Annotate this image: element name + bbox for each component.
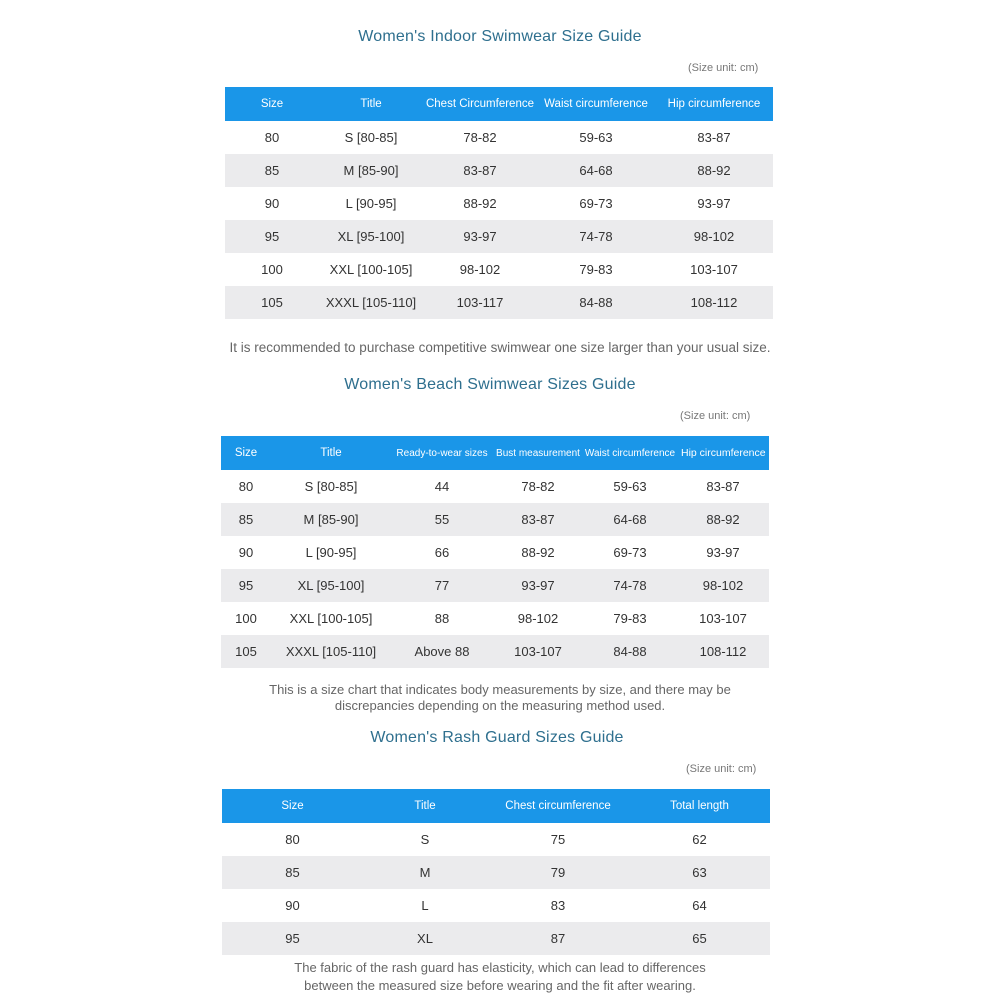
column-header: Title (319, 87, 423, 121)
table-cell: 80 (222, 823, 363, 856)
table-cell: 88-92 (655, 154, 773, 187)
table-cell: 83-87 (655, 121, 773, 154)
table-cell: 98-102 (493, 602, 583, 635)
rash-title: Women's Rash Guard Sizes Guide (370, 729, 624, 746)
table-cell: 69-73 (583, 536, 677, 569)
table-row (222, 823, 770, 856)
table-cell: 103-117 (423, 286, 537, 319)
table-cell: 79-83 (583, 602, 677, 635)
table-cell: Above 88 (391, 635, 493, 668)
table-row (225, 286, 773, 319)
table-cell: 64 (629, 889, 770, 922)
table-cell: XXL [100-105] (319, 253, 423, 286)
table-cell: 85 (225, 154, 319, 187)
table-row (221, 602, 769, 635)
table-cell: 79 (487, 856, 629, 889)
table-cell: 88 (391, 602, 493, 635)
table-cell: L [90-95] (271, 536, 391, 569)
table-cell: L (363, 889, 487, 922)
column-header: Hip circumference (677, 436, 769, 470)
table-cell: S (363, 823, 487, 856)
table-cell: 83-87 (677, 470, 769, 503)
table-cell: 100 (225, 253, 319, 286)
table-cell: 88-92 (423, 187, 537, 220)
table-cell: 79-83 (537, 253, 655, 286)
column-header: Hip circumference (655, 87, 773, 121)
table-cell: 84-88 (583, 635, 677, 668)
rash-size-table (222, 789, 770, 955)
table-row (225, 253, 773, 286)
table-row (221, 536, 769, 569)
table-cell: 44 (391, 470, 493, 503)
table-cell: M [85-90] (319, 154, 423, 187)
column-header: Size (222, 789, 363, 823)
table-cell: 55 (391, 503, 493, 536)
table-cell: 59-63 (537, 121, 655, 154)
table-cell: XXXL [105-110] (319, 286, 423, 319)
table-row (222, 889, 770, 922)
table-cell: 62 (629, 823, 770, 856)
table-cell: 88-92 (493, 536, 583, 569)
rash-note-line-1: The fabric of the rash guard has elasticity, which can lead to differences (294, 960, 706, 975)
beach-title: Women's Beach Swimwear Sizes Guide (344, 376, 636, 393)
table-cell: 80 (225, 121, 319, 154)
table-cell: 74-78 (537, 220, 655, 253)
table-cell: 85 (221, 503, 271, 536)
table-cell: 63 (629, 856, 770, 889)
column-header: Bust measurement (493, 436, 583, 470)
table-cell: 85 (222, 856, 363, 889)
beach-unit-label: (Size unit: cm) (680, 410, 751, 422)
table-cell: 103-107 (493, 635, 583, 668)
table-row (221, 503, 769, 536)
table-cell: 108-112 (655, 286, 773, 319)
table-row (221, 635, 769, 668)
table-cell: 100 (221, 602, 271, 635)
table-cell: 87 (487, 922, 629, 955)
table-cell: XL (363, 922, 487, 955)
table-cell: 98-102 (655, 220, 773, 253)
table-cell: 64-68 (537, 154, 655, 187)
column-header: Title (271, 436, 391, 470)
table-cell: 98-102 (677, 569, 769, 602)
table-header-row (225, 87, 773, 121)
table-cell: S [80-85] (271, 470, 391, 503)
table-cell: XL [95-100] (319, 220, 423, 253)
table-cell: 90 (222, 889, 363, 922)
indoor-title: Women's Indoor Swimwear Size Guide (358, 28, 642, 45)
table-cell: 95 (222, 922, 363, 955)
table-cell: 83-87 (493, 503, 583, 536)
table-cell: 78-82 (423, 121, 537, 154)
rash-unit-label: (Size unit: cm) (686, 763, 757, 775)
table-cell: L [90-95] (319, 187, 423, 220)
table-cell: 105 (221, 635, 271, 668)
table-cell: 69-73 (537, 187, 655, 220)
table-cell: 95 (225, 220, 319, 253)
column-header: Size (221, 436, 271, 470)
table-cell: M [85-90] (271, 503, 391, 536)
table-cell: 80 (221, 470, 271, 503)
table-cell: 84-88 (537, 286, 655, 319)
table-cell: 64-68 (583, 503, 677, 536)
beach-note-line-1: This is a size chart that indicates body measurements by size, and there may be (269, 682, 731, 697)
table-cell: 65 (629, 922, 770, 955)
table-row (221, 470, 769, 503)
table-cell: 66 (391, 536, 493, 569)
column-header: Total length (629, 789, 770, 823)
table-cell: XXXL [105-110] (271, 635, 391, 668)
column-header: Chest Circumference (423, 87, 537, 121)
table-cell: 103-107 (677, 602, 769, 635)
table-header-row (221, 436, 769, 470)
table-cell: 74-78 (583, 569, 677, 602)
indoor-unit-label: (Size unit: cm) (688, 62, 759, 74)
column-header: Chest circumference (487, 789, 629, 823)
table-cell: 98-102 (423, 253, 537, 286)
table-row (225, 154, 773, 187)
column-header: Ready-to-wear sizes (391, 436, 493, 470)
table-row (222, 922, 770, 955)
table-cell: 88-92 (677, 503, 769, 536)
table-cell: 59-63 (583, 470, 677, 503)
table-header-row (222, 789, 770, 823)
table-cell: 103-107 (655, 253, 773, 286)
table-cell: 93-97 (493, 569, 583, 602)
indoor-size-table (225, 87, 773, 319)
table-cell: 93-97 (677, 536, 769, 569)
table-row (225, 121, 773, 154)
table-cell: 75 (487, 823, 629, 856)
table-cell: 78-82 (493, 470, 583, 503)
column-header: Waist circumference (537, 87, 655, 121)
column-header: Title (363, 789, 487, 823)
table-row (221, 569, 769, 602)
table-row (225, 187, 773, 220)
column-header: Waist circumference (583, 436, 677, 470)
table-cell: 90 (225, 187, 319, 220)
table-cell: 77 (391, 569, 493, 602)
beach-note-line-2: discrepancies depending on the measuring method used. (334, 698, 666, 713)
beach-size-table (221, 436, 769, 668)
rash-note-line-2: between the measured size before wearing and the fit after wearing. (304, 978, 696, 993)
table-cell: 105 (225, 286, 319, 319)
table-row (225, 220, 773, 253)
column-header: Size (225, 87, 319, 121)
table-cell: 93-97 (655, 187, 773, 220)
table-cell: XXL [100-105] (271, 602, 391, 635)
table-cell: 83-87 (423, 154, 537, 187)
table-cell: XL [95-100] (271, 569, 391, 602)
table-cell: 93-97 (423, 220, 537, 253)
table-cell: 90 (221, 536, 271, 569)
table-cell: 108-112 (677, 635, 769, 668)
table-row (222, 856, 770, 889)
indoor-note: It is recommended to purchase competitive swimwear one size larger than your usual size. (229, 340, 771, 355)
table-cell: S [80-85] (319, 121, 423, 154)
table-cell: 95 (221, 569, 271, 602)
table-cell: 83 (487, 889, 629, 922)
table-cell: M (363, 856, 487, 889)
